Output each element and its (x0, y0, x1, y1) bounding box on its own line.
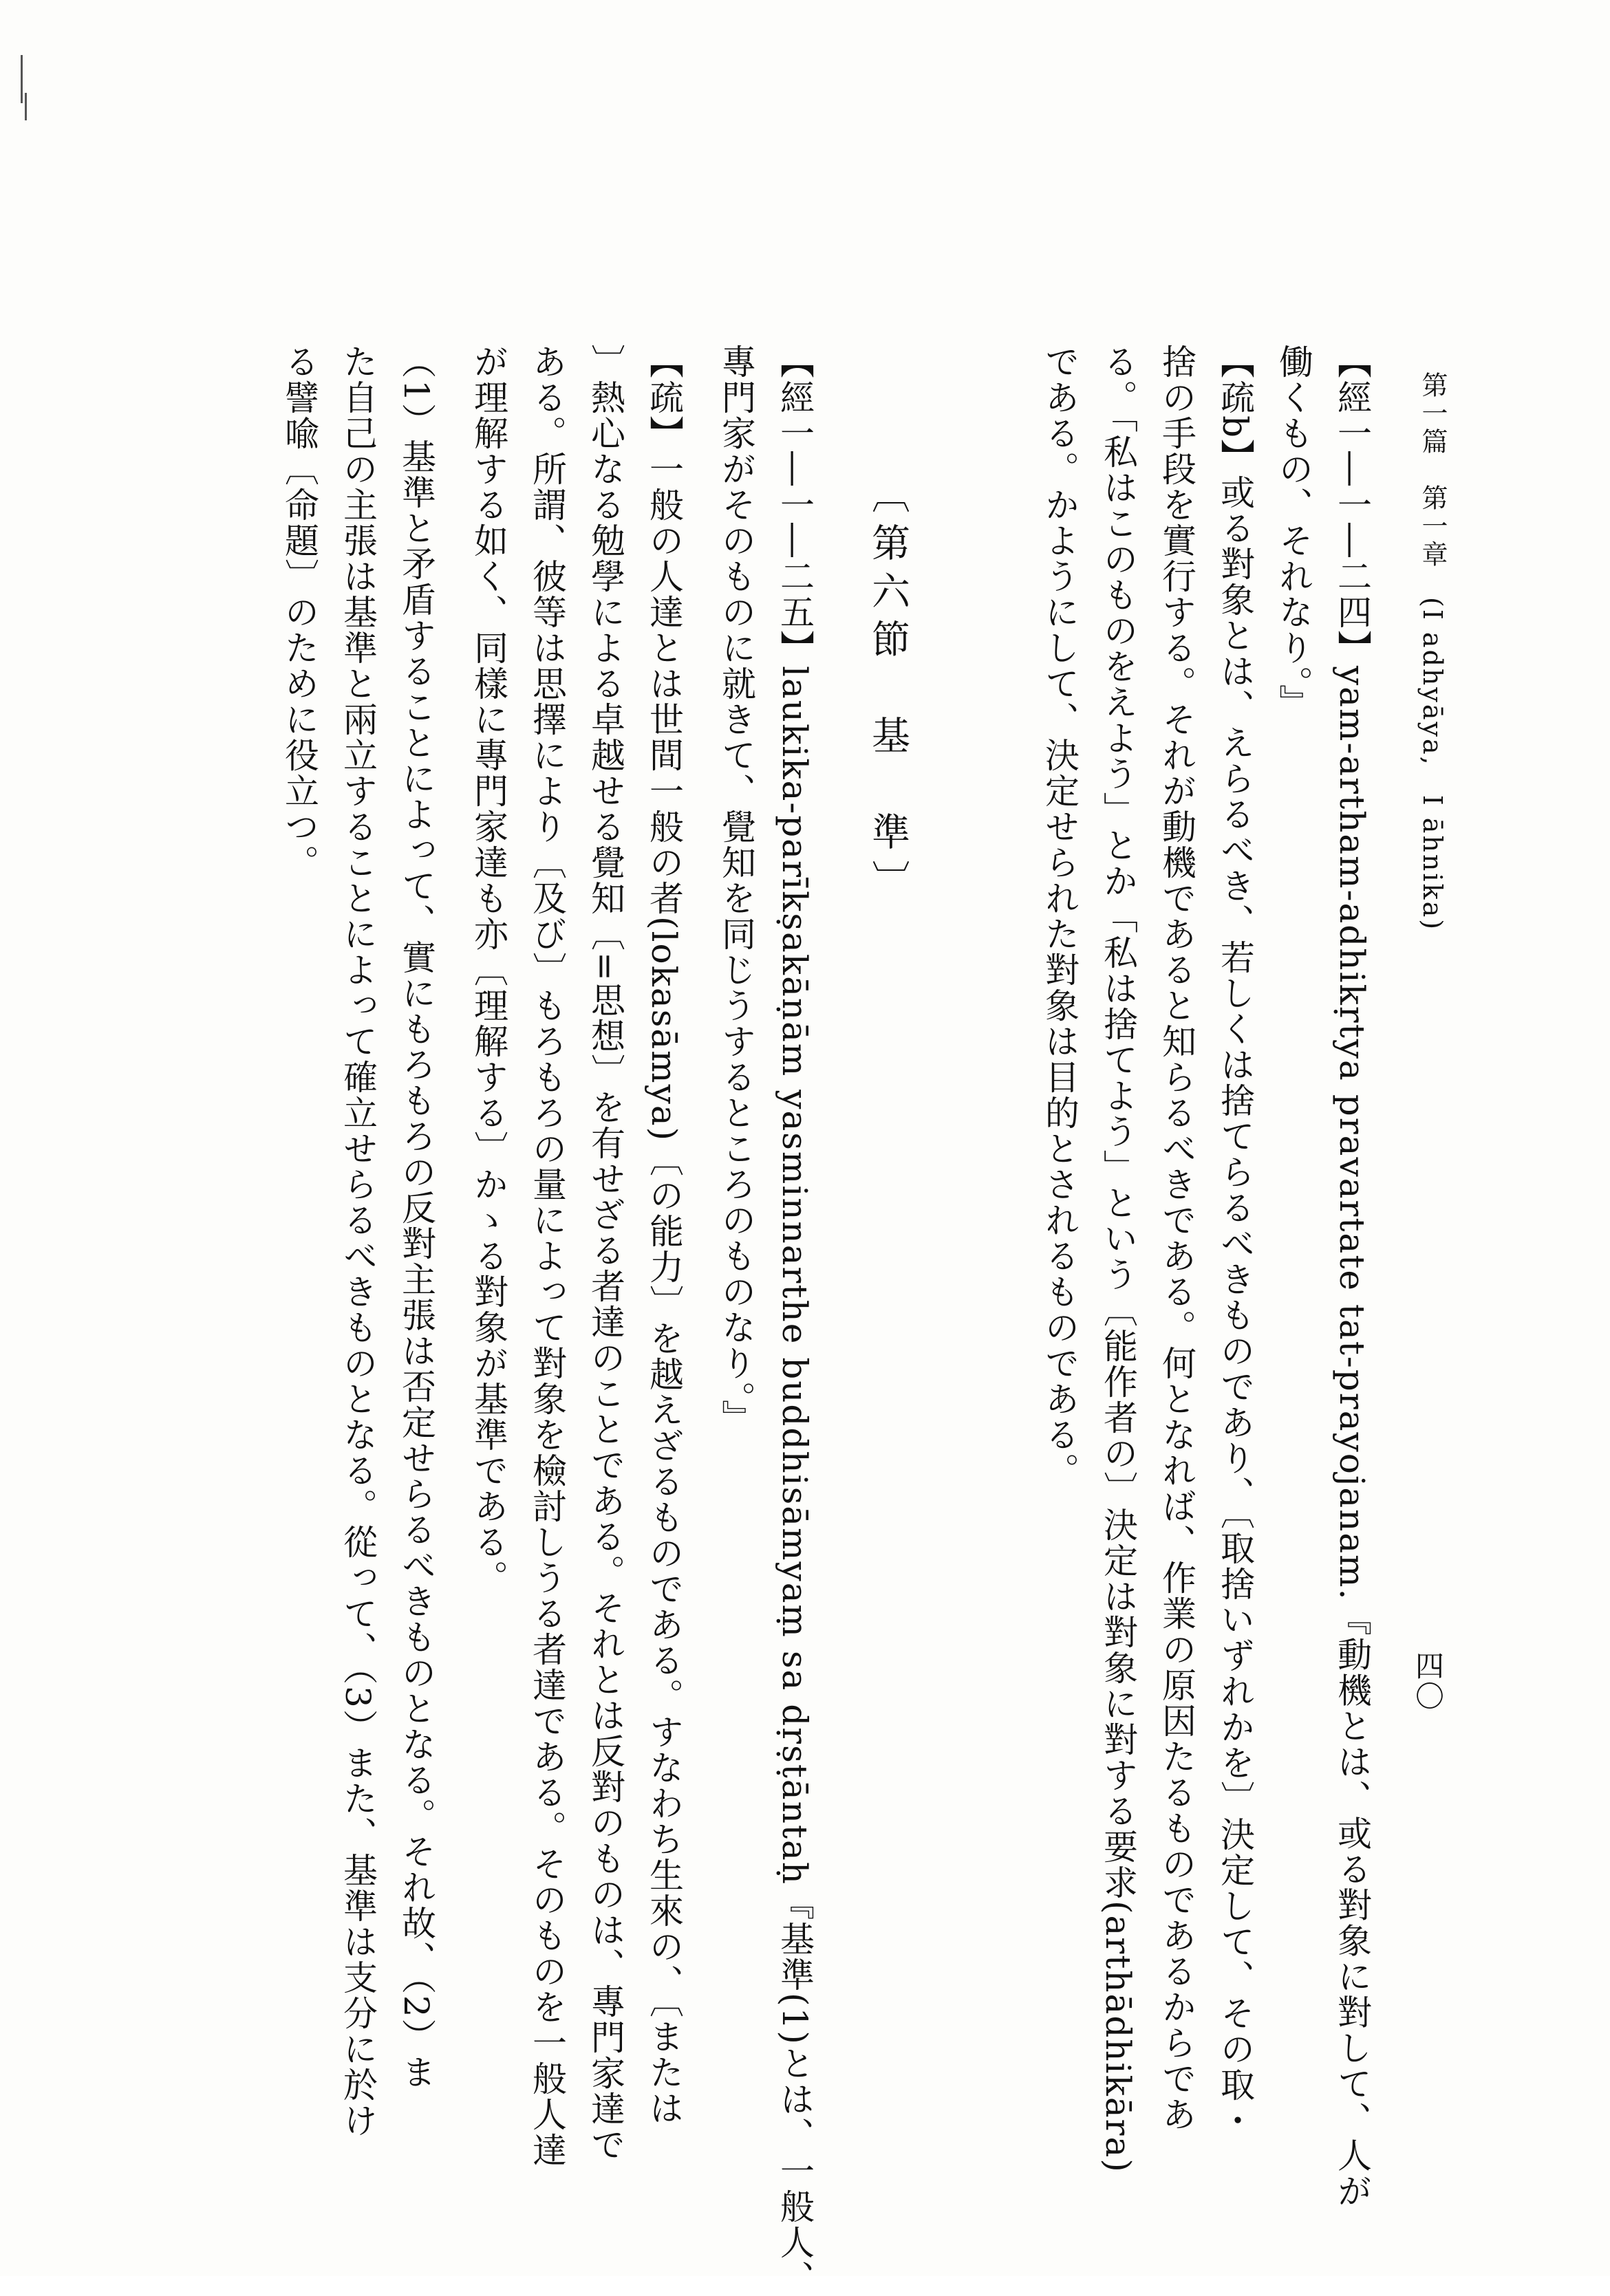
text-column-6: である。かようにして、決定せられた對象は目的とされるものである。 (1040, 344, 1080, 1488)
section-title: 〔第六節 基 準〕 (866, 475, 910, 908)
text-column-14: た自己の主張は基準と兩立することによって確立せらるべきものとなる。從って、（3）また、基準は支分に於け (338, 344, 378, 2138)
margin-mark (21, 55, 23, 103)
text-column-7: 【經一―一―二五】laukika-parīkṣakāṇām yasminnarthe buddhisāmyaṃ sa dṛṣṭāntaḥ『基準(1)とは、一般人、 (775, 344, 815, 2296)
text-column-12: が理解する如く、同樣に專門家達も亦〔理解する〕かゝる對象が基準である。 (469, 344, 508, 1596)
text-column-9: 【疏】一般の人達とは世間一般の者(lokasāmya)〔の能力〕を越えざるものである。すなわち生來の、〔または (644, 344, 684, 2127)
text-column-8: 專門家がそのものに就きて、覺知を同じうするところのものなり。』 (716, 344, 756, 1436)
page-number: 四〇 (1411, 1651, 1445, 1711)
margin-mark (25, 93, 27, 120)
text-column-13: （1）基準と矛盾することによって、實にもろもろの反對主張は否定せらるべきものとなる。それ故、（2）ま (396, 344, 436, 2090)
running-head: 第一篇 第一章 (I adhyāya, I āhnika) (1417, 371, 1448, 932)
text-column-5: る。「私はこのものをえよう」とか「私は捨てよう」という〔能作者の〕決定は對象に對する要求(arthādhikāra) (1098, 344, 1138, 2174)
text-column-1: 【經一―一―二四】yam-artham-adhikṛtya pravartate tat-prayojanam.『動機とは、或る對象に對して、人が (1332, 344, 1372, 2209)
text-column-11: ある。所謂、彼等は思擇により〔及び〕もろもろの量によって對象を檢討しうる者達である。そのものを一般人達 (527, 344, 567, 2168)
text-column-10: 〕熱心なる勉學による卓越せる覺知〔=思想〕を有せざる者達のことである。それとは反對のものは、專門家達で (586, 344, 625, 2163)
text-column-15: る譬喩〔命題〕のために役立つ。 (279, 344, 319, 880)
text-column-3: 【疏b】或る對象とは、えらるべき、若しくは捨てらるべきものであり、〔取捨いずれかを〕決定して、その取・ (1215, 344, 1255, 2139)
text-column-2: 働くもの、それなり。』 (1274, 344, 1313, 720)
text-column-4: 捨の手段を實行する。それが動機であると知らるべきである。何となれば、作業の原因たるものであるからであ (1157, 344, 1196, 2132)
